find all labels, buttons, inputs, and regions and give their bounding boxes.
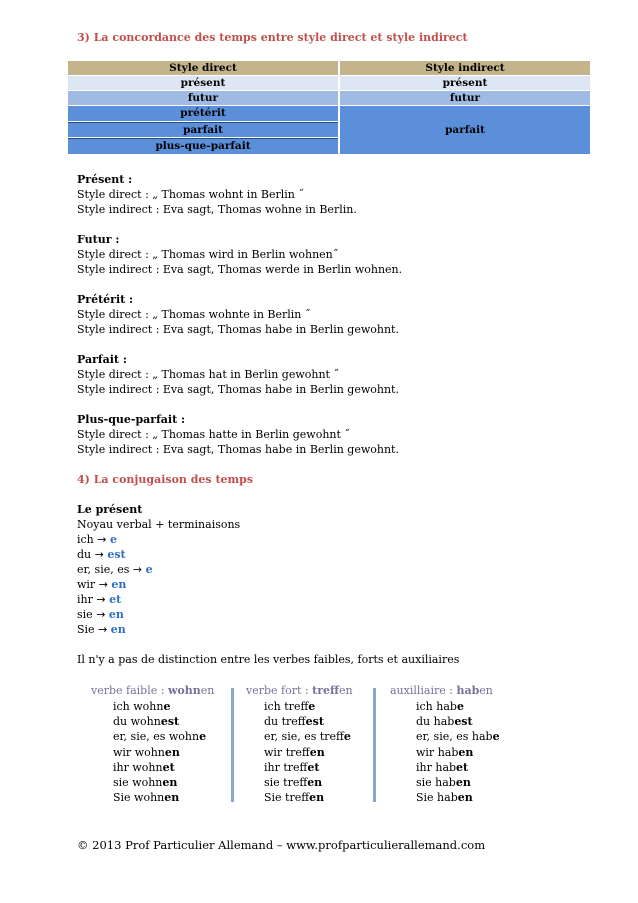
example-indirect: Style indirect : Eva sagt, Thomas wohne in Berlin. — [77, 203, 357, 216]
arrow-right-icon: → — [94, 548, 104, 561]
footer: © 2013 Prof Particulier Allemand – www.profparticulierallemand.com — [77, 838, 486, 852]
column-divider — [231, 688, 234, 802]
column-title-weak: verbe faible : wohnen — [91, 684, 215, 697]
conj-row: Sie wohnen — [113, 791, 180, 805]
conj-row: sie wohnen — [113, 776, 178, 790]
direct-row-present: présent — [68, 76, 338, 90]
ending: en — [111, 578, 127, 591]
section-3-title: 3) La concordance des temps entre style direct et style indirect — [77, 31, 468, 44]
example-title: Prétérit : — [77, 293, 134, 306]
conj-row: ich habe — [416, 700, 464, 713]
arrow-right-icon: → — [96, 593, 106, 606]
conj-row: du treffest — [264, 715, 324, 729]
ending: et — [109, 593, 122, 606]
column-divider — [373, 688, 376, 802]
example-indirect: Style indirect : Eva sagt, Thomas habe in Berlin gewohnt. — [77, 443, 399, 456]
conj-row: ich treffe — [264, 700, 316, 713]
ending: est — [107, 548, 126, 561]
conj-row: wir treffen — [264, 745, 325, 759]
ending: en — [108, 608, 124, 621]
present-title: Le présent — [77, 503, 143, 516]
column-auxiliary — [416, 699, 500, 805]
arrow-right-icon: → — [132, 563, 143, 576]
ending-row — [77, 622, 126, 637]
column-strong — [264, 699, 351, 805]
indirect-row-futur: futur — [340, 91, 590, 105]
arrow-right-icon: → — [98, 578, 108, 591]
column-title-auxiliary: auxilliaire : haben — [390, 684, 493, 697]
example-direct: Style direct : „ Thomas wohnt in Berlin ˝ — [77, 188, 304, 201]
conj-row: wir wohnen — [113, 745, 180, 759]
conj-row: Sie treffen — [264, 791, 325, 805]
example-direct: Style direct : „ Thomas hatte in Berlin gewohnt ˝ — [77, 428, 350, 441]
conj-row: sie treffen — [264, 776, 323, 790]
direct-row-plus-que-parfait: plus-que-parfait — [68, 139, 338, 154]
ending-row — [77, 547, 126, 562]
arrow-right-icon: → — [96, 608, 106, 621]
pronoun: er, sie, es — [77, 563, 130, 576]
indirect-row-present: présent — [340, 76, 590, 90]
example-title: Parfait : — [77, 353, 127, 366]
pronoun: wir — [77, 578, 96, 591]
ending-row — [77, 532, 117, 547]
conj-row: ihr wohnet — [113, 760, 175, 774]
ending-row — [77, 562, 153, 577]
example-direct: Style direct : „ Thomas wird in Berlin wohnen˝ — [77, 248, 339, 261]
header-style-indirect: Style indirect — [340, 61, 590, 76]
conj-row: wir haben — [416, 745, 474, 759]
conj-row: ihr habet — [416, 760, 469, 774]
pronoun: du — [77, 548, 92, 561]
example-title: Présent : — [77, 173, 133, 186]
conj-row: du wohnest — [113, 715, 180, 729]
pronoun: sie — [77, 608, 93, 621]
conj-row: sie haben — [416, 776, 471, 790]
example-direct: Style direct : „ Thomas wohnte in Berlin ˝ — [77, 308, 311, 321]
ending-row — [77, 607, 124, 622]
pronoun: ihr — [77, 593, 93, 606]
present-subtitle: Noyau verbal + terminaisons — [77, 518, 241, 531]
conj-row: er, sie, es wohne — [113, 730, 207, 744]
example-title: Plus-que-parfait : — [77, 413, 186, 426]
ending-row — [77, 592, 121, 607]
ending-row — [77, 577, 126, 592]
arrow-right-icon: → — [97, 533, 107, 546]
direct-row-preterit: prétérit — [68, 106, 338, 121]
header-style-direct: Style direct — [68, 61, 338, 76]
example-direct: Style direct : „ Thomas hat in Berlin gewohnt ˝ — [77, 368, 339, 381]
conj-row: ich wohne — [113, 700, 171, 713]
ending: e — [109, 533, 117, 546]
conj-row: Sie haben — [416, 791, 473, 805]
ending: e — [145, 563, 153, 576]
conj-row: du habest — [416, 715, 473, 729]
indirect-row-parfait: parfait — [340, 106, 590, 154]
conj-row: er, sie, es treffe — [264, 730, 351, 744]
column-title-strong: verbe fort : treffen — [246, 684, 353, 697]
example-indirect: Style indirect : Eva sagt, Thomas habe in Berlin gewohnt. — [77, 323, 399, 336]
pronoun: ich — [77, 533, 94, 546]
example-indirect: Style indirect : Eva sagt, Thomas habe in Berlin gewohnt. — [77, 383, 399, 396]
conj-row: er, sie, es habe — [416, 730, 500, 744]
arrow-right-icon: → — [98, 623, 108, 636]
present-note: Il n'y a pas de distinction entre les verbes faibles, forts et auxiliaires — [77, 653, 460, 666]
column-weak — [113, 699, 206, 805]
conj-row: ihr treffet — [264, 760, 320, 774]
direct-row-futur: futur — [68, 91, 338, 105]
direct-row-parfait: parfait — [68, 123, 338, 137]
ending: en — [110, 623, 126, 636]
section-4-title: 4) La conjugaison des temps — [77, 473, 254, 486]
example-indirect: Style indirect : Eva sagt, Thomas werde in Berlin wohnen. — [77, 263, 403, 276]
pronoun: Sie — [77, 623, 95, 636]
example-title: Futur : — [77, 233, 120, 246]
